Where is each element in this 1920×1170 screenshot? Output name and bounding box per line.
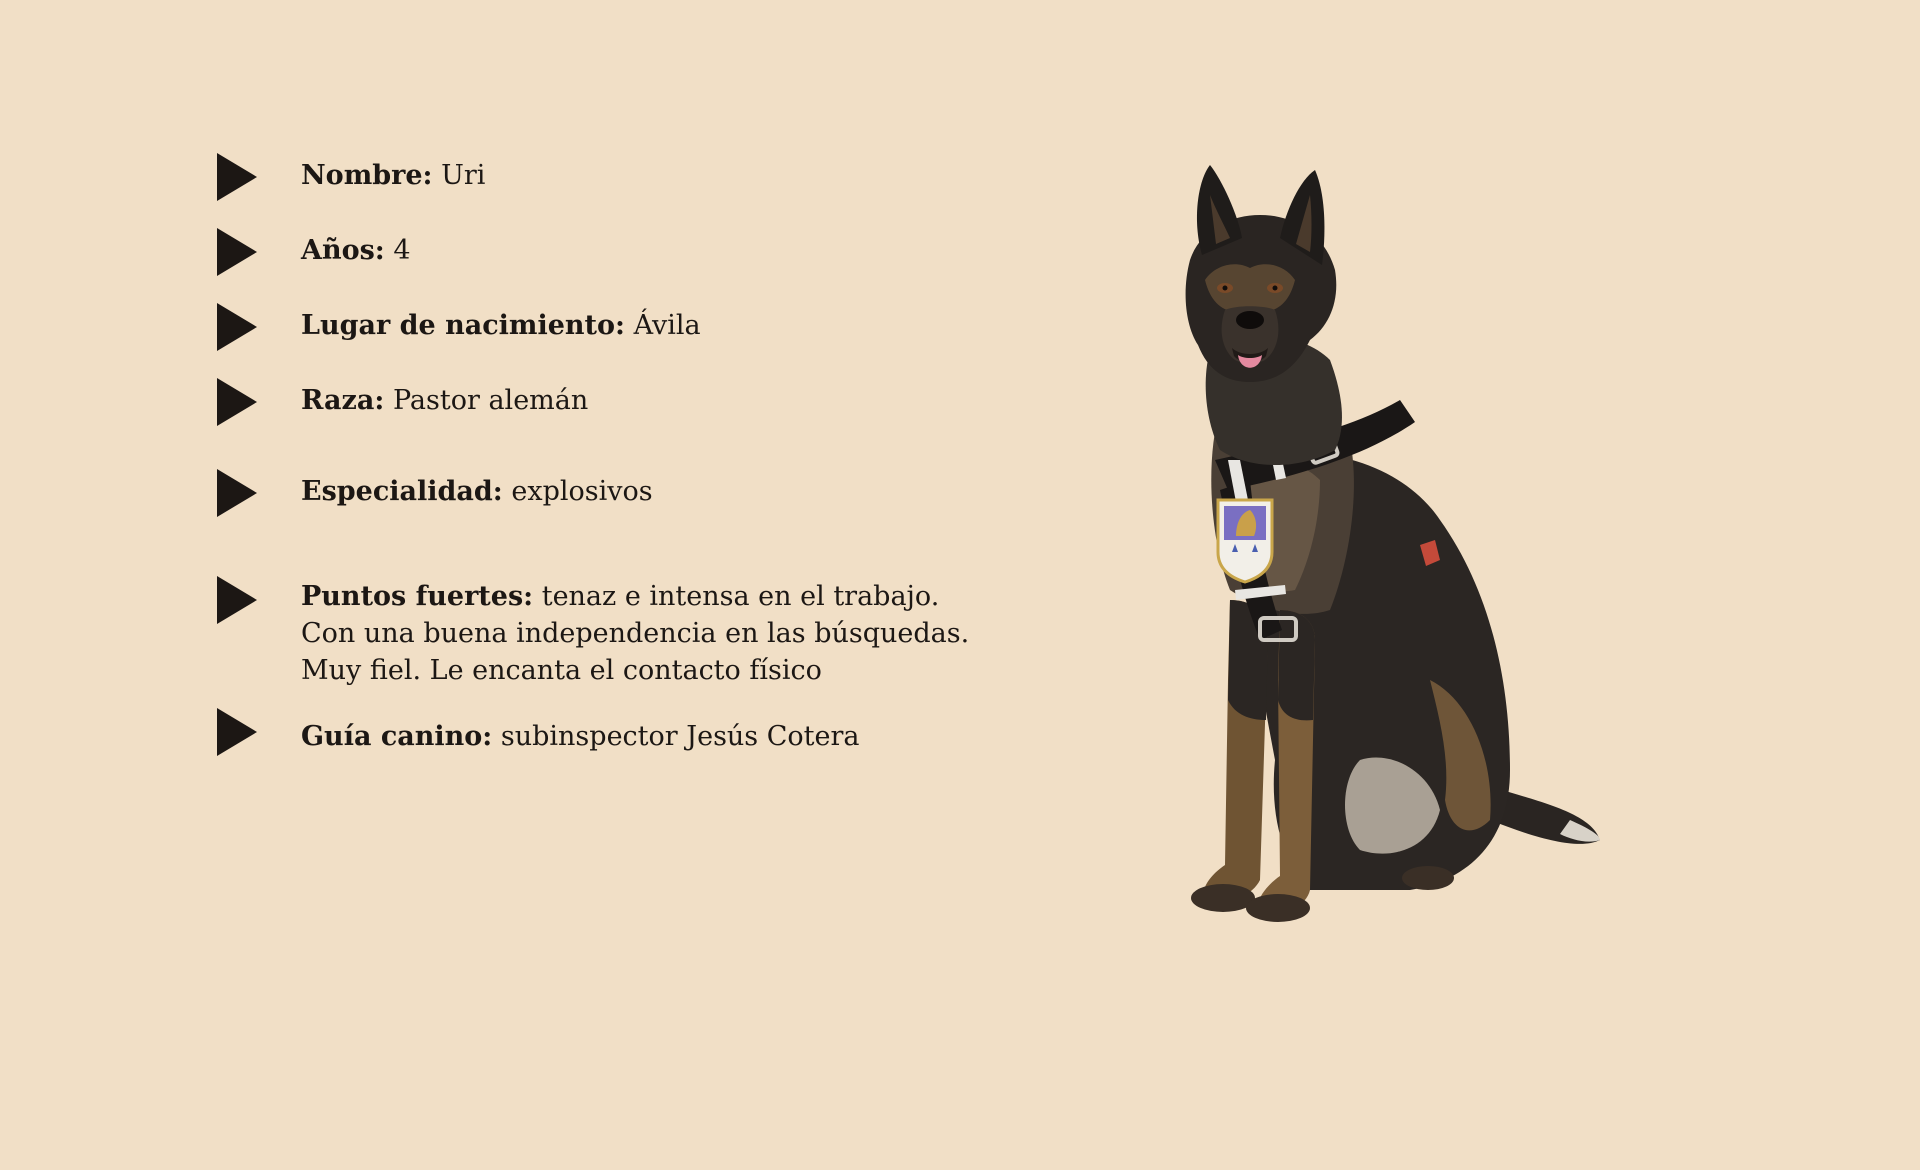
fact-breed-label: Raza: <box>301 385 385 416</box>
fact-handler-text <box>301 718 860 755</box>
fact-breed-value: Pastor alemán <box>392 385 589 416</box>
triangle-bullet-icon <box>217 708 257 756</box>
fact-strengths-line-2: Con una buena independencia en las búsquedas. <box>301 618 970 649</box>
fact-strengths-label: Puntos fuertes: <box>301 581 534 612</box>
triangle-bullet-icon <box>217 378 257 426</box>
triangle-bullet-icon <box>217 576 257 624</box>
fact-age-text <box>301 232 411 269</box>
fact-birthplace-value: Ávila <box>633 310 701 341</box>
triangle-bullet-icon <box>217 153 257 201</box>
german-shepherd-dog-photo-icon <box>1110 160 1630 940</box>
fact-strengths-line-1 <box>301 578 969 615</box>
triangle-bullet-icon <box>217 228 257 276</box>
fact-birthplace-text <box>301 307 701 344</box>
fact-age-value: 4 <box>393 235 411 266</box>
triangle-bullet-icon <box>217 303 257 351</box>
fact-handler-label: Guía canino: <box>301 721 493 752</box>
fact-strengths-line-3: Muy fiel. Le encanta el contacto físico <box>301 655 822 686</box>
fact-breed-text <box>301 382 588 419</box>
fact-strengths-text <box>301 578 969 689</box>
fact-name-label: Nombre: <box>301 160 433 191</box>
fact-specialty-value: explosivos <box>511 476 653 507</box>
fact-name-text <box>301 157 485 194</box>
fact-name-value: Uri <box>441 160 486 191</box>
fact-age-label: Años: <box>301 235 385 266</box>
fact-specialty-text <box>301 473 653 510</box>
fact-strengths-value: tenaz e intensa en el trabajo. <box>541 581 940 612</box>
triangle-bullet-icon <box>217 469 257 517</box>
fact-handler-value: subinspector Jesús Cotera <box>500 721 860 752</box>
fact-birthplace-label: Lugar de nacimiento: <box>301 310 625 341</box>
fact-specialty-label: Especialidad: <box>301 476 503 507</box>
